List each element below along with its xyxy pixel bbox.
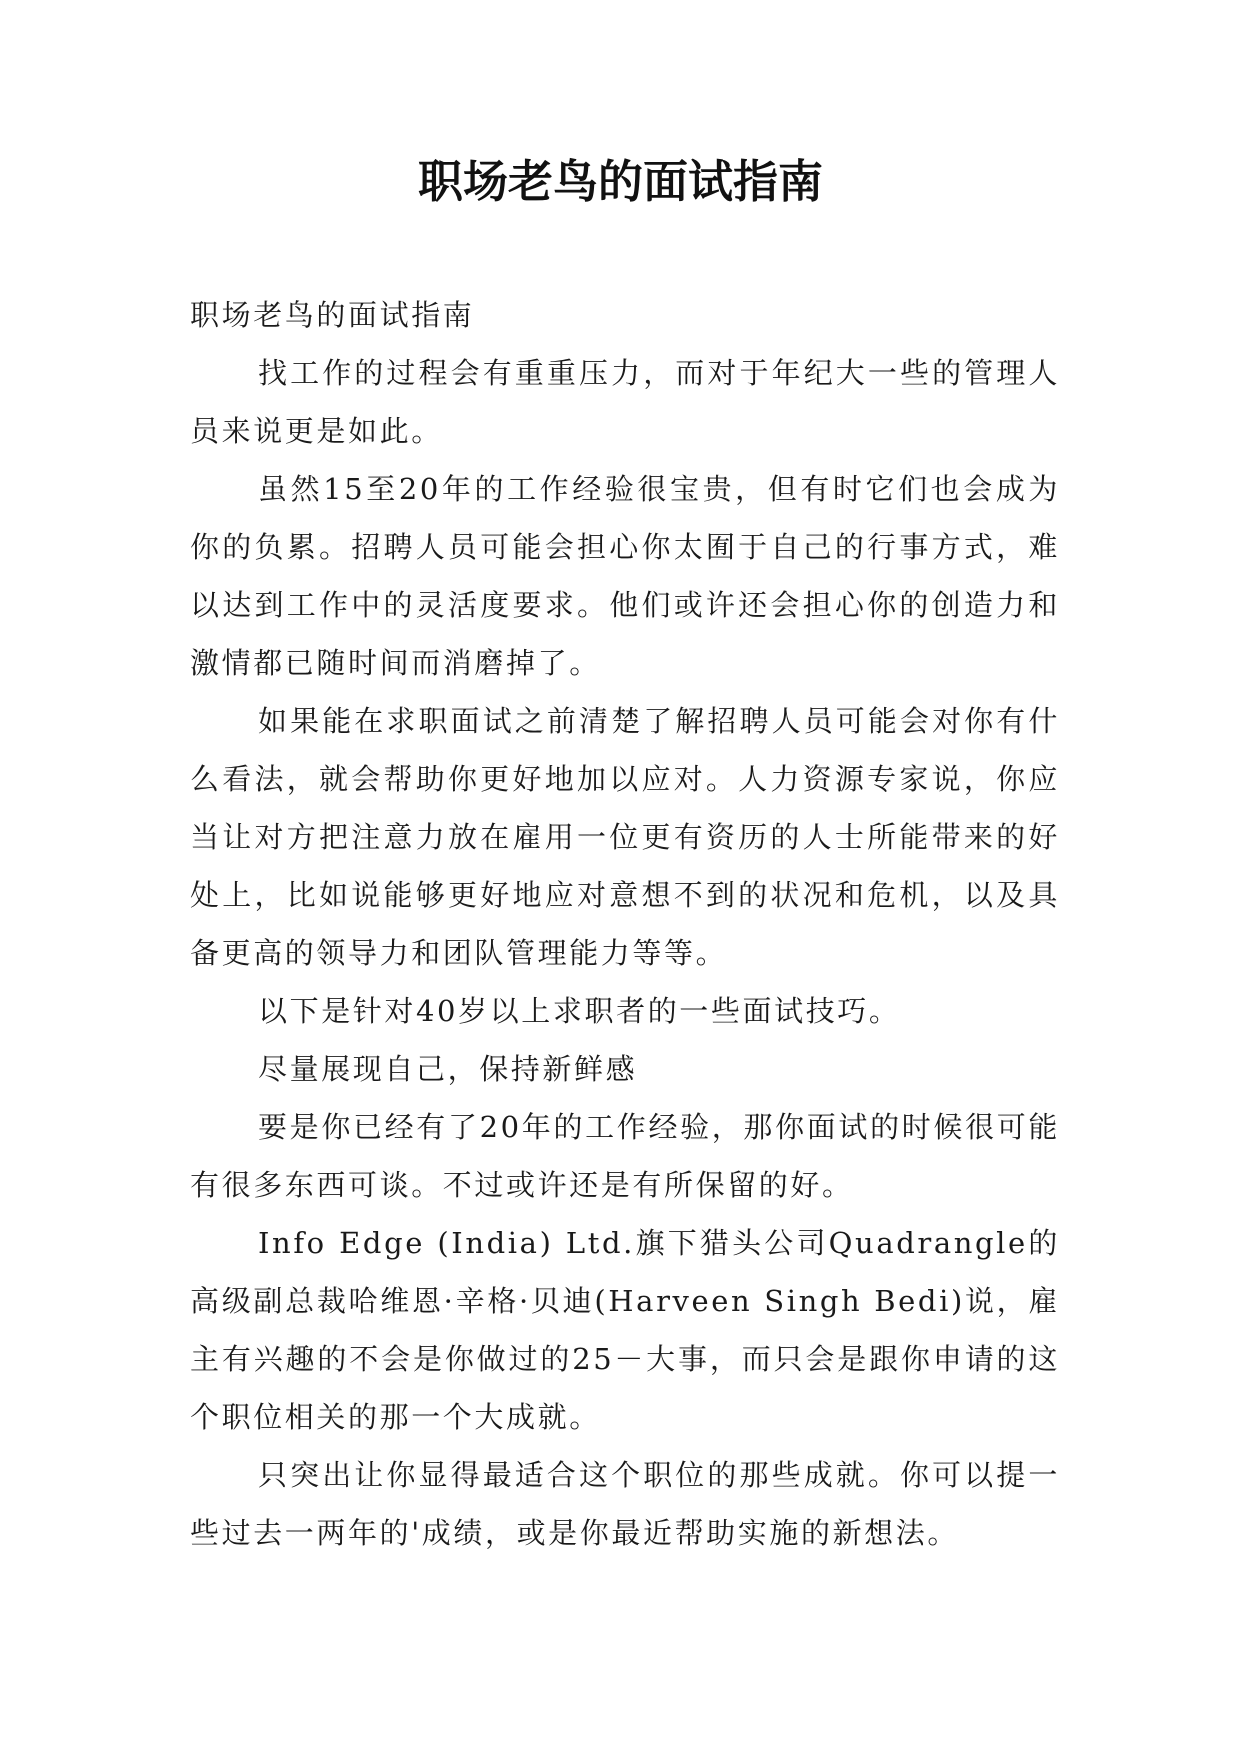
body-heading: 职场老鸟的面试指南 xyxy=(190,298,475,332)
paragraph: 要是你已经有了20年的工作经验，那你面试的时候很可能有很多东西可谈。不过或许还是有所保留的好。 xyxy=(190,1110,1060,1202)
paragraph: Info Edge (India) Ltd.旗下猎头公司Quadrangle的高级副总裁哈维恩·辛格·贝迪(Harveen Singh Bedi)说，雇主有兴趣的不会是你做过的25－大事，而只会是跟你申请的这个职位相关的那一个大成就。 xyxy=(190,1226,1060,1434)
document-body xyxy=(190,286,1060,1562)
paragraph: 以下是针对40岁以上求职者的一些面试技巧。 xyxy=(258,994,901,1028)
document-title: 职场老鸟的面试指南 xyxy=(417,155,823,208)
section-heading: 尽量展现自己，保持新鲜感 xyxy=(258,1052,638,1086)
paragraph: 只突出让你显得最适合这个职位的那些成就。你可以提一些过去一两年的'成绩，或是你最近帮助实施的新想法。 xyxy=(190,1458,1060,1550)
paragraph: 如果能在求职面试之前清楚了解招聘人员可能会对你有什么看法，就会帮助你更好地加以应对。人力资源专家说，你应当让对方把注意力放在雇用一位更有资历的人士所能带来的好处上，比如说能够更好地应对意想不到的状况和危机，以及具备更高的领导力和团队管理能力等等。 xyxy=(190,704,1060,970)
paragraph: 找工作的过程会有重重压力，而对于年纪大一些的管理人员来说更是如此。 xyxy=(190,356,1060,448)
paragraph: 虽然15至20年的工作经验很宝贵，但有时它们也会成为你的负累。招聘人员可能会担心你太囿于自己的行事方式，难以达到工作中的灵活度要求。他们或许还会担心你的创造力和激情都已随时间而消磨掉了。 xyxy=(190,472,1060,680)
